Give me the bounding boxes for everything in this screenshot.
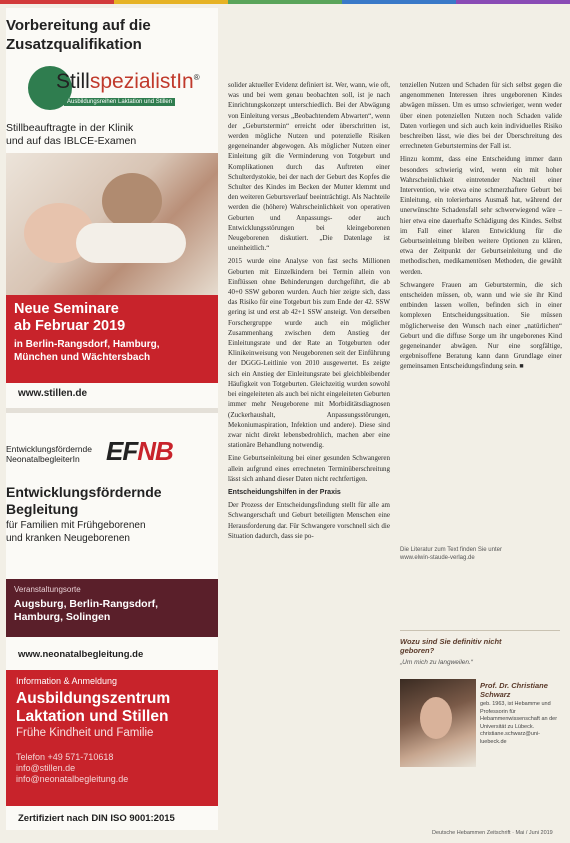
article-paragraph: Der Prozess der Entscheidungsfindung stellt für alle am Schwangerschaft und Geburt beteiligten Menschen eine Herausforderung dar. Für Schwangere vorschnell sich die Situation dadurch, dass sie po- [228,501,390,540]
arm-shape [76,223,186,263]
efnb-text-line: und kranken Neugeborenen [6,532,130,544]
article-paragraph: 2015 wurde eine Analyse von fast sechs Millionen Geburten mit Einzelkindern bei Termin allein von Einflüssen ohne Behinderungen durchgeführt, die ab 40+0 SSW geboren wurden. Auch hier zeigte sich, dass das Risiko für eine Totgeburt bis zum Ende der 42. SSW gering ist und erst ab 42+1 SSW ansteigt. Von derselben Forschergruppe wurde auch ein möglicher Zusammenhang zwischen dem Anstieg der Einleitungsrate und der Rate an Totgeburten oder Klinikeinweisung von Neugeborenen seit der Einführung der DGGG-Leitlinie von 2010 ausgewertet. Es zeigte sich ein Anstieg der Einleitungsrate bei gleichbleibender Häufigkeit von Totgeburten. Gleichzeitig wurden sowohl bei eingeleiteten als auch bei nicht eingeleiteten Geburten immer mehr Neugeborene mit Morbiditätsdiagnosen (Zuckerhaushalt, Anpassungsstörungen, Mekoniumaspiration, Infektion und andere). Diese sind zwar nicht direkt lebensbedrohlich, machen aber eine stationäre Behandlung notwendig. [228,257,390,450]
author-name-line: Prof. Dr. Christiane [480,681,548,690]
efnb-text-line: für Familien mit Frühgeborenen [6,520,146,531]
ad-intro-line: Stillbeauftragte in der Klinik [6,122,134,134]
seminar-places [14,339,160,364]
logo-registered: ® [193,73,200,82]
sidebar-question-line: geboren? [400,646,435,655]
logo-word-mid: spezialistIn [89,70,194,93]
institute-name [16,690,170,726]
seminar-places-line: München und Wächtersbach [14,351,151,363]
seminar-headline-line: ab Februar 2019 [14,318,126,334]
efnb-logo-part: NB [137,436,173,466]
neonatalbegleitung-website-link[interactable]: www.neonatalbegleitung.de [18,649,144,660]
institute-name-line: Ausbildungszentrum [16,690,171,707]
page-footer: Deutsche Hebammen Zeitschrift · Mai / Juni 2019 [432,830,553,836]
logo-wordmark [56,70,200,94]
institute-contact [16,752,128,785]
efnb-tagline-line: NeonatalbegleiterIn [6,454,80,464]
article-paragraph: Eine Geburtseinleitung bei einer gesunden Schwangeren allein aufgrund eines errechneten Terminüberschreitung lässt sich anhand dieser Daten nicht rechtfertigen. [228,454,390,483]
institute-email-link[interactable]: info@neonatalbegleitung.de [16,774,129,784]
author-name-line: Schwarz [480,690,511,699]
efnb-logo [106,436,173,467]
efnb-tagline [6,444,92,464]
stillspezialistin-logo [28,66,218,112]
ad-title [6,16,151,54]
sidebar-question-line: Wozu sind Sie definitiv nicht [400,637,502,646]
ad-intro-line: und auf das IBLCE-Examen [6,135,137,147]
efnb-text [6,520,146,545]
ad-title-line: Zusatzqualifikation [6,36,142,53]
author-sidebar [400,630,560,813]
color-bar-segment [456,0,570,4]
efnb-headline-line: Entwicklungsfördernde [6,484,162,500]
color-bar-segment [0,0,114,4]
mother-baby-photo [6,153,218,295]
logo-tagline: Ausbildungsreihen Laktation und Stillen [64,98,175,106]
efnb-headline [6,484,162,518]
author-bio: geb. 1963, ist Hebamme und Professorin für Hebammenwissenschaft an der Universität zu Lübeck. christiane.schwarz@uni-luebeck.de [480,701,558,745]
author-face-shape [420,697,452,739]
author-name [480,681,548,699]
article-column-2 [400,80,562,560]
venues-box [6,579,218,637]
article-paragraph: Hinzu kommt, dass eine Entscheidung immer dann besonders schwierig wird, wenn ein mit hoher Wahrscheinlichkeit eintretender Nachteil einer Intervention, wie etwa eine schmerzhaftere Geburt bei Einleitung, ein tolerierbares Ausmaß hat, während der unerwünschte Schadensfall sehr schwerwiegend wäre – hier etwa eine dauerhafte Schädigung des Kindes. Selbst im Fall einer klaren Entwicklung für die Geburtseinleitung bleiben weitere Optionen zu klären, etwa der Zeitpunkt der Geburtseinleitung und die methodischen, medikamentösen Methoden, die gewählt werden. [400,155,562,276]
efnb-logo-part: EF [106,436,138,466]
color-bar-segment [342,0,456,4]
author-portrait [400,679,476,767]
article-column-1 [228,80,390,818]
article-paragraph: solider aktueller Evidenz definiert ist. Wer, wann, wie oft, was und bei wem genau beobachten soll, ist je nach Einrichtungskonzept unterschiedlich. Bei der Abwägung von Einleitung versus „Beobachtendem Abwarten“, wenn der „Geburtstermin“ erreicht oder überschritten ist, werden mögliche Nutzen und potenzielle Risiken gegeneinander abgewogen. Als möglicher Nutzen einer Einleitung gilt die Verminderung von Totgeburt und Komplikationen durch das Auftreten einer Schulterdystokie, bei der nach der Geburt des Kopfes die Schulter des Kindes im Becken der Mutter klemmt und den weiteren Geburtsverlauf beeinträchtigt. Als Nachteile werden die (höhere) Wahrscheinlichkeit von operativen Geburten und Anpassungs- oder auch Entwicklungsstörungen bei kleingeborenen Neugeborenen diskutiert. „Die Datenlage ist uneinheitlich.“ [228,81,390,253]
stillen-website-link[interactable]: www.stillen.de [18,388,88,399]
literature-link[interactable]: www.elwin-staude-verlag.de [400,555,475,561]
color-bar-segment [114,0,228,4]
advertisement-column [6,8,218,830]
efnb-headline-line: Begleitung [6,501,79,517]
seminar-headline [14,301,125,335]
sidebar-answer: „Um mich zu langweilen.“ [400,659,473,666]
article-subheading: Entscheidungshilfen in der Praxis [228,488,341,496]
ad-intro [6,122,136,148]
institute-name-line: Laktation und Stillen [16,708,169,725]
sidebar-question [400,637,502,655]
seminar-places-line: in Berlin-Rangsdorf, Hamburg, [14,339,160,350]
color-bar [0,0,570,6]
certification-note: Zertifiziert nach DIN ISO 9001:2015 [18,813,175,824]
logo-word-pre: Still [56,70,90,93]
institute-email-link[interactable]: info@stillen.de [16,763,76,773]
venues-label: Veranstaltungsorte [14,585,81,594]
article-paragraph: Schwangere Frauen am Geburtstermin, die sich entscheiden müssen, ob, wann und wie sie ihr Kind entbinden lassen wollen, befinden sich in einer komplexen Entscheidungssituation. Sie müssen möglicherweise den Wunsch nach einer „natürlichen“ Geburt und die diffuse Sorge um ihr ungeborenes Kind gegeneinander abwägen. Nur eine sorgfältige, ergebnisoffene Beratung kann dann Grundlage einer gemeinsamen Entscheidungsfindung sein. ■ [400,280,562,371]
institute-info-label: Information & Anmeldung [16,676,118,686]
institute-phone: Telefon +49 571-710618 [16,752,114,762]
institute-subtitle: Frühe Kindheit und Familie [16,727,154,739]
literature-note-text: Die Literatur zum Text finden Sie unter [400,547,502,553]
seminar-headline-line: Neue Seminare [14,301,119,317]
literature-note [400,546,562,562]
venues-cities-line: Augsburg, Berlin-Rangsdorf, [14,598,159,610]
efnb-tagline-line: Entwicklungsfördernde [6,444,92,454]
seminar-banner [6,295,218,383]
venues-cities [14,598,158,624]
institute-box [6,670,218,806]
ad-title-line: Vorbereitung auf die [6,17,151,34]
venues-cities-line: Hamburg, Solingen [14,611,111,623]
article-paragraph: tenziellen Nutzen und Schaden für sich selbst gegen die angenommenen Interessen ihres ungeborenen Kindes abwägen müssen. Um es umso schwieriger, wenn weder über einen potenziellen Nutzen noch Schaden valide Daten vorliegen und sich auch kein individuelles Risiko beschreiben lässt, wie dies bei der Überschreitung des errechneten Geburtstermins der Fall ist. [400,81,562,151]
mother-shape [102,173,162,229]
color-bar-segment [228,0,342,4]
ad-divider [6,408,218,413]
